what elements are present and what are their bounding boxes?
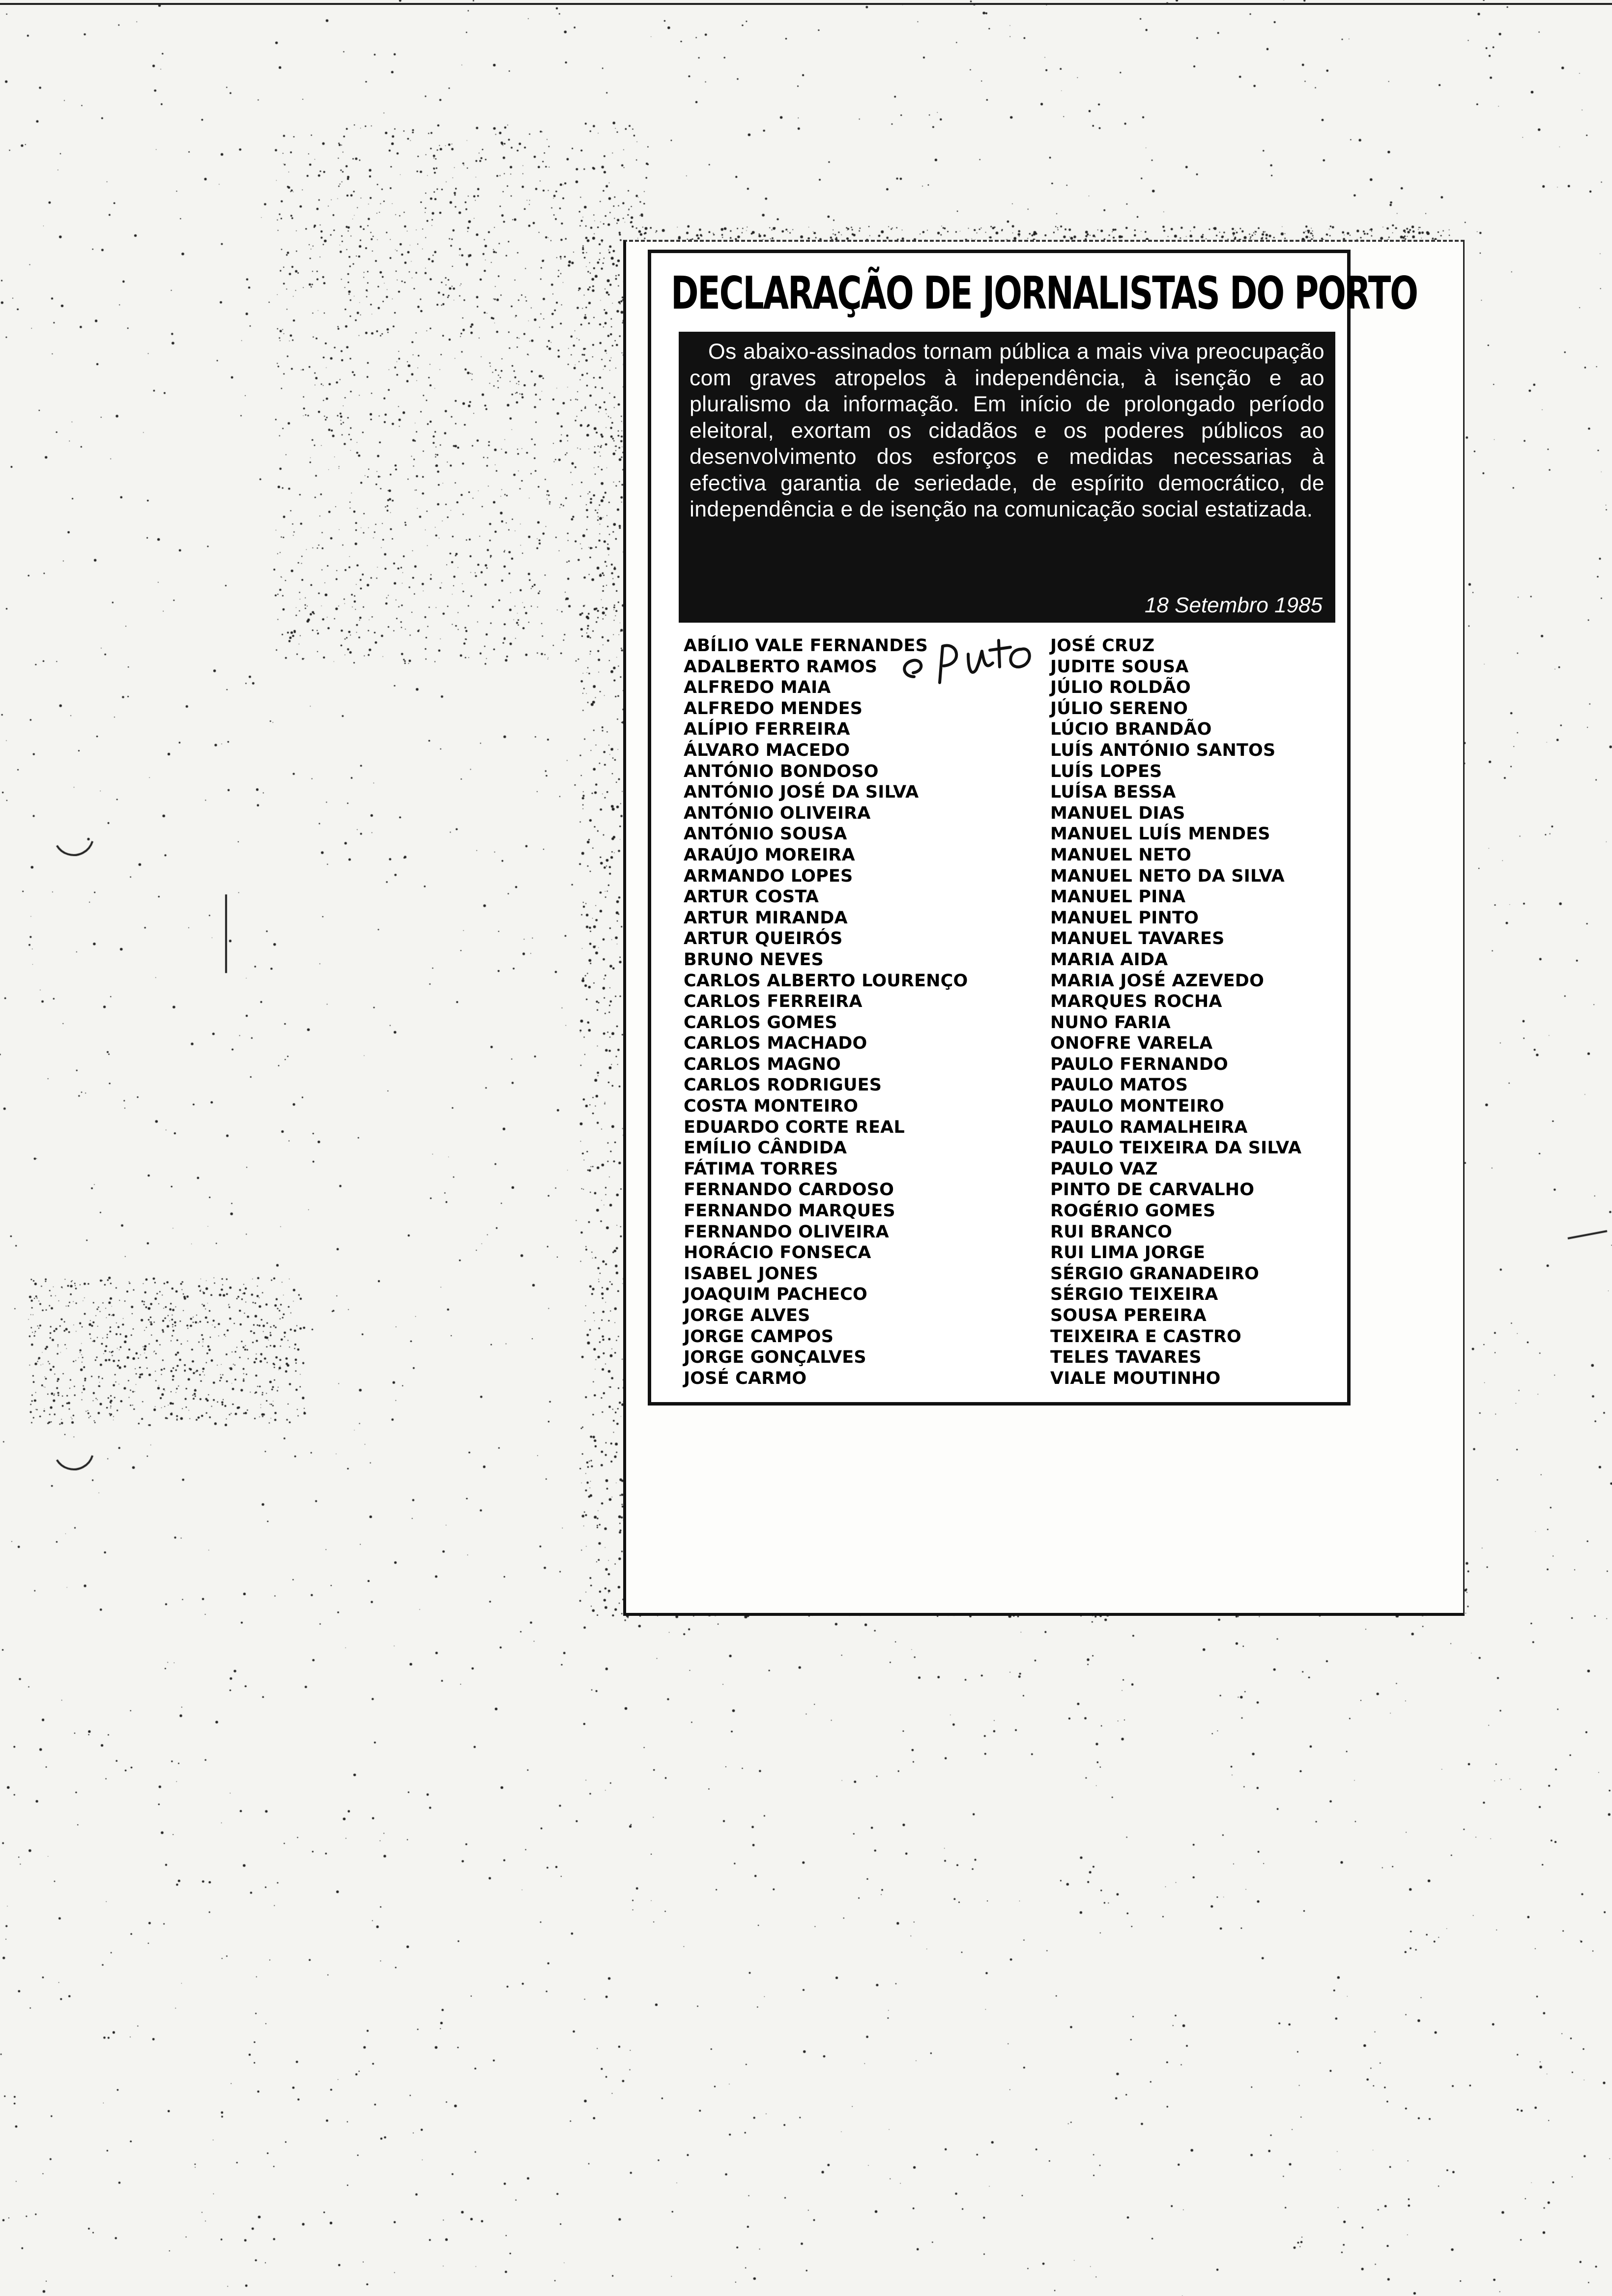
signatory-name: ANTÓNIO BONDOSO (684, 761, 879, 781)
signatory-name: RUI LIMA JORGE (1050, 1243, 1206, 1263)
signatory-name: ALÍPIO FERREIRA (684, 719, 850, 740)
signatory-name: JUDITE SOUSA (1050, 657, 1189, 677)
signatory-name: ARMANDO LOPES (684, 866, 853, 886)
signatory-name: SÉRGIO GRANADEIRO (1050, 1263, 1259, 1284)
signatory-name: ANTÓNIO JOSÉ DA SILVA (684, 782, 919, 803)
signatory-name: ARAÚJO MOREIRA (684, 845, 855, 865)
signatory-name: JORGE CAMPOS (684, 1326, 834, 1347)
signatory-name: JOSÉ CRUZ (1050, 636, 1155, 656)
signatory-name: EDUARDO CORTE REAL (684, 1117, 905, 1137)
signatory-name: LÚCIO BRANDÃO (1050, 719, 1212, 740)
signatory-name: JÚLIO ROLDÃO (1050, 678, 1191, 698)
signatory-name: EMÍLIO CÂNDIDA (684, 1138, 847, 1158)
signatory-name: MANUEL NETO (1050, 845, 1192, 865)
signatory-name: RUI BRANCO (1050, 1222, 1173, 1242)
signatory-name: ANTÓNIO OLIVEIRA (684, 803, 871, 823)
signatories-column-right (1050, 635, 1340, 1389)
signatory-name: PAULO FERNANDO (1050, 1054, 1228, 1074)
signatory-name: ARTUR QUEIRÓS (684, 929, 843, 949)
article-title: DECLARAÇÃO DE JORNALISTAS DO PORTO (671, 267, 1417, 319)
signatory-name: CARLOS ALBERTO LOURENÇO (684, 971, 968, 991)
signatory-name: LUÍS ANTÓNIO SANTOS (1050, 740, 1276, 760)
signatory-name: MANUEL TAVARES (1050, 929, 1225, 949)
article-box (648, 250, 1417, 1406)
signatory-name: VIALE MOUTINHO (1050, 1368, 1221, 1388)
signatory-name: MANUEL PINA (1050, 887, 1186, 907)
signatory-name: ALFREDO MENDES (684, 698, 863, 718)
signatory-name: PINTO DE CARVALHO (1050, 1180, 1255, 1200)
signatory-name: MANUEL DIAS (1050, 803, 1185, 823)
signatory-name: JORGE ALVES (684, 1306, 810, 1325)
signatory-name: JÚLIO SERENO (1050, 698, 1188, 718)
signatory-name: FERNANDO CARDOSO (684, 1180, 894, 1200)
signatory-name: ADALBERTO RAMOS (684, 657, 878, 677)
signatory-name: BRUNO NEVES (684, 949, 824, 970)
signatory-name: CARLOS RODRIGUES (684, 1075, 882, 1095)
signatory-name: SOUSA PEREIRA (1050, 1306, 1207, 1325)
signatory-name: LUÍS LOPES (1050, 761, 1162, 781)
signatory-name: LUÍSA BESSA (1050, 782, 1176, 803)
signatories-list (684, 635, 1337, 1392)
signatory-name: ARTUR COSTA (684, 887, 819, 907)
signatory-name: JOSÉ CARMO (684, 1368, 807, 1388)
statement-block (679, 332, 1335, 623)
signatory-name: MANUEL LUÍS MENDES (1050, 824, 1270, 844)
signatory-name: ISABEL JONES (684, 1263, 818, 1284)
signatory-name: PAULO TEIXEIRA DA SILVA (1050, 1138, 1302, 1158)
signatories-column-left (684, 635, 1037, 1389)
signatory-name: PAULO MONTEIRO (1050, 1096, 1225, 1117)
signatory-name: JORGE GONÇALVES (684, 1348, 866, 1368)
signatory-name: ANTÓNIO SOUSA (684, 824, 847, 844)
signatory-name: ARTUR MIRANDA (684, 908, 848, 928)
signatory-name: ABÍLIO VALE FERNANDES (684, 636, 928, 656)
signatory-name: CARLOS FERREIRA (684, 992, 863, 1012)
signatory-name: MANUEL NETO DA SILVA (1050, 866, 1285, 886)
signatory-name: MANUEL PINTO (1050, 908, 1199, 928)
scan-top-edge (0, 3, 1612, 5)
signatory-name: FÁTIMA TORRES (684, 1159, 838, 1179)
signatory-name: NUNO FARIA (1050, 1012, 1171, 1033)
signatory-name: COSTA MONTEIRO (684, 1096, 859, 1117)
handwritten-annotation (894, 622, 1042, 705)
signatory-name: PAULO MATOS (1050, 1075, 1188, 1095)
statement-date: 18 Setembro 1985 (1144, 593, 1323, 617)
signatory-name: MARIA AIDA (1050, 949, 1168, 970)
signatory-name: ÁLVARO MACEDO (684, 740, 850, 760)
signatory-name: FERNANDO OLIVEIRA (684, 1222, 889, 1242)
signatory-name: CARLOS MACHADO (684, 1033, 867, 1054)
signatory-name: CARLOS MAGNO (684, 1054, 841, 1074)
signatory-name: PAULO VAZ (1050, 1159, 1158, 1179)
signatory-name: SÉRGIO TEIXEIRA (1050, 1285, 1218, 1305)
signatory-name: CARLOS GOMES (684, 1012, 837, 1033)
signatory-name: JOAQUIM PACHECO (684, 1285, 867, 1305)
statement-body: Os abaixo-assinados tornam pública a mais viva preocupação com graves atropelos à independência, à isenção e ao pluralismo da informação. Em início de prolongado período eleitoral, exortam os cidadãos e os poderes públicos ao desenvolvimento dos esforços e medidas necessarias à efectiva garantia de seriedade, de espírito democrático, de independência e de isenção na comunicação social estatizada. (690, 340, 1324, 521)
signatory-name: TEIXEIRA E CASTRO (1050, 1326, 1241, 1347)
signatory-name: MARQUES ROCHA (1050, 992, 1222, 1012)
signatory-name: MARIA JOSÉ AZEVEDO (1050, 971, 1265, 991)
signatory-name: TELES TAVARES (1050, 1348, 1202, 1368)
signatory-name: ROGÉRIO GOMES (1050, 1201, 1216, 1221)
signatory-name: HORÁCIO FONSECA (684, 1243, 871, 1263)
signatory-name: FERNANDO MARQUES (684, 1201, 895, 1221)
signatory-name: ONOFRE VARELA (1050, 1033, 1213, 1054)
signatory-name: ALFREDO MAIA (684, 678, 831, 698)
signatory-name: PAULO RAMALHEIRA (1050, 1117, 1248, 1137)
